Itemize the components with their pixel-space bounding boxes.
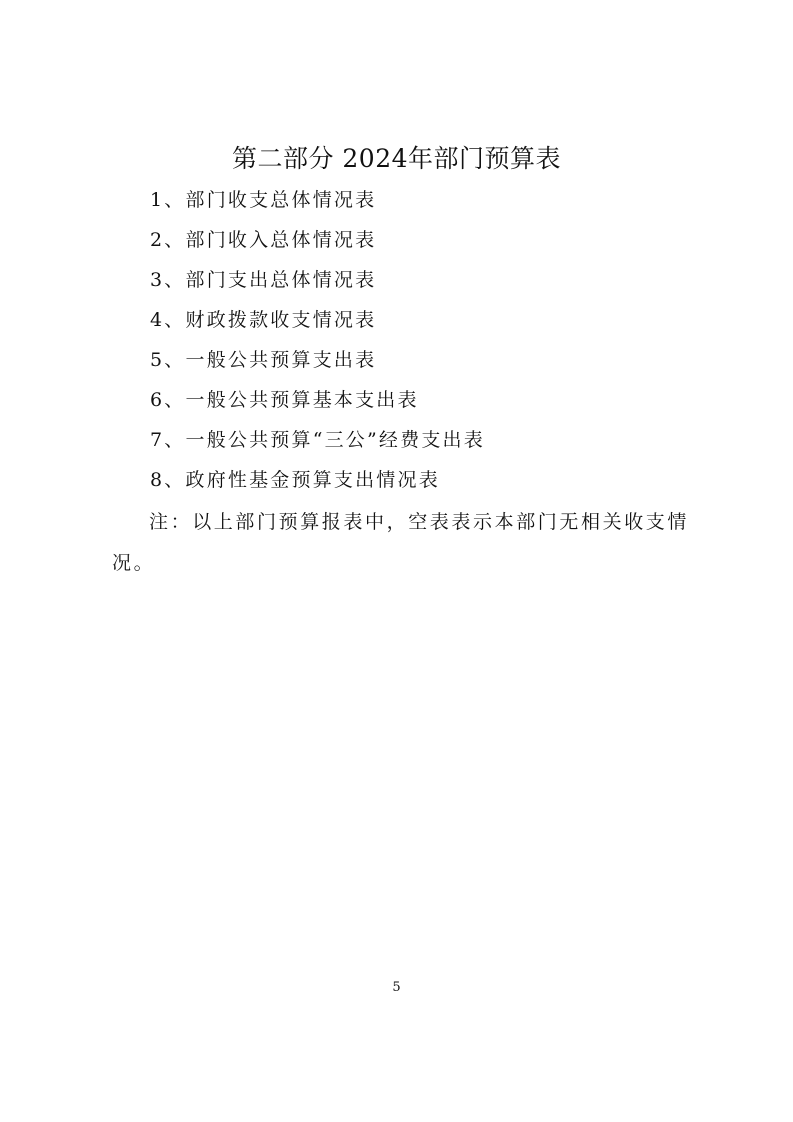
table-list	[150, 182, 485, 502]
list-item: 1、部门收支总体情况表	[150, 189, 377, 211]
list-item: 2、部门收入总体情况表	[150, 229, 377, 251]
list-item: 4、财政拨款收支情况表	[150, 309, 377, 331]
page-number: 5	[392, 980, 401, 995]
list-item: 8、政府性基金预算支出情况表	[150, 469, 440, 491]
list-item: 3、部门支出总体情况表	[150, 269, 377, 291]
list-item: 5、一般公共预算支出表	[150, 349, 377, 371]
list-item: 6、一般公共预算基本支出表	[150, 389, 419, 411]
list-item: 7、一般公共预算“三公”经费支出表	[150, 429, 485, 451]
note-paragraph: 注：以上部门预算报表中，空表表示本部门无相关收支情况。	[112, 511, 690, 574]
page-title: 第二部分 2024年部门预算表	[231, 144, 562, 173]
